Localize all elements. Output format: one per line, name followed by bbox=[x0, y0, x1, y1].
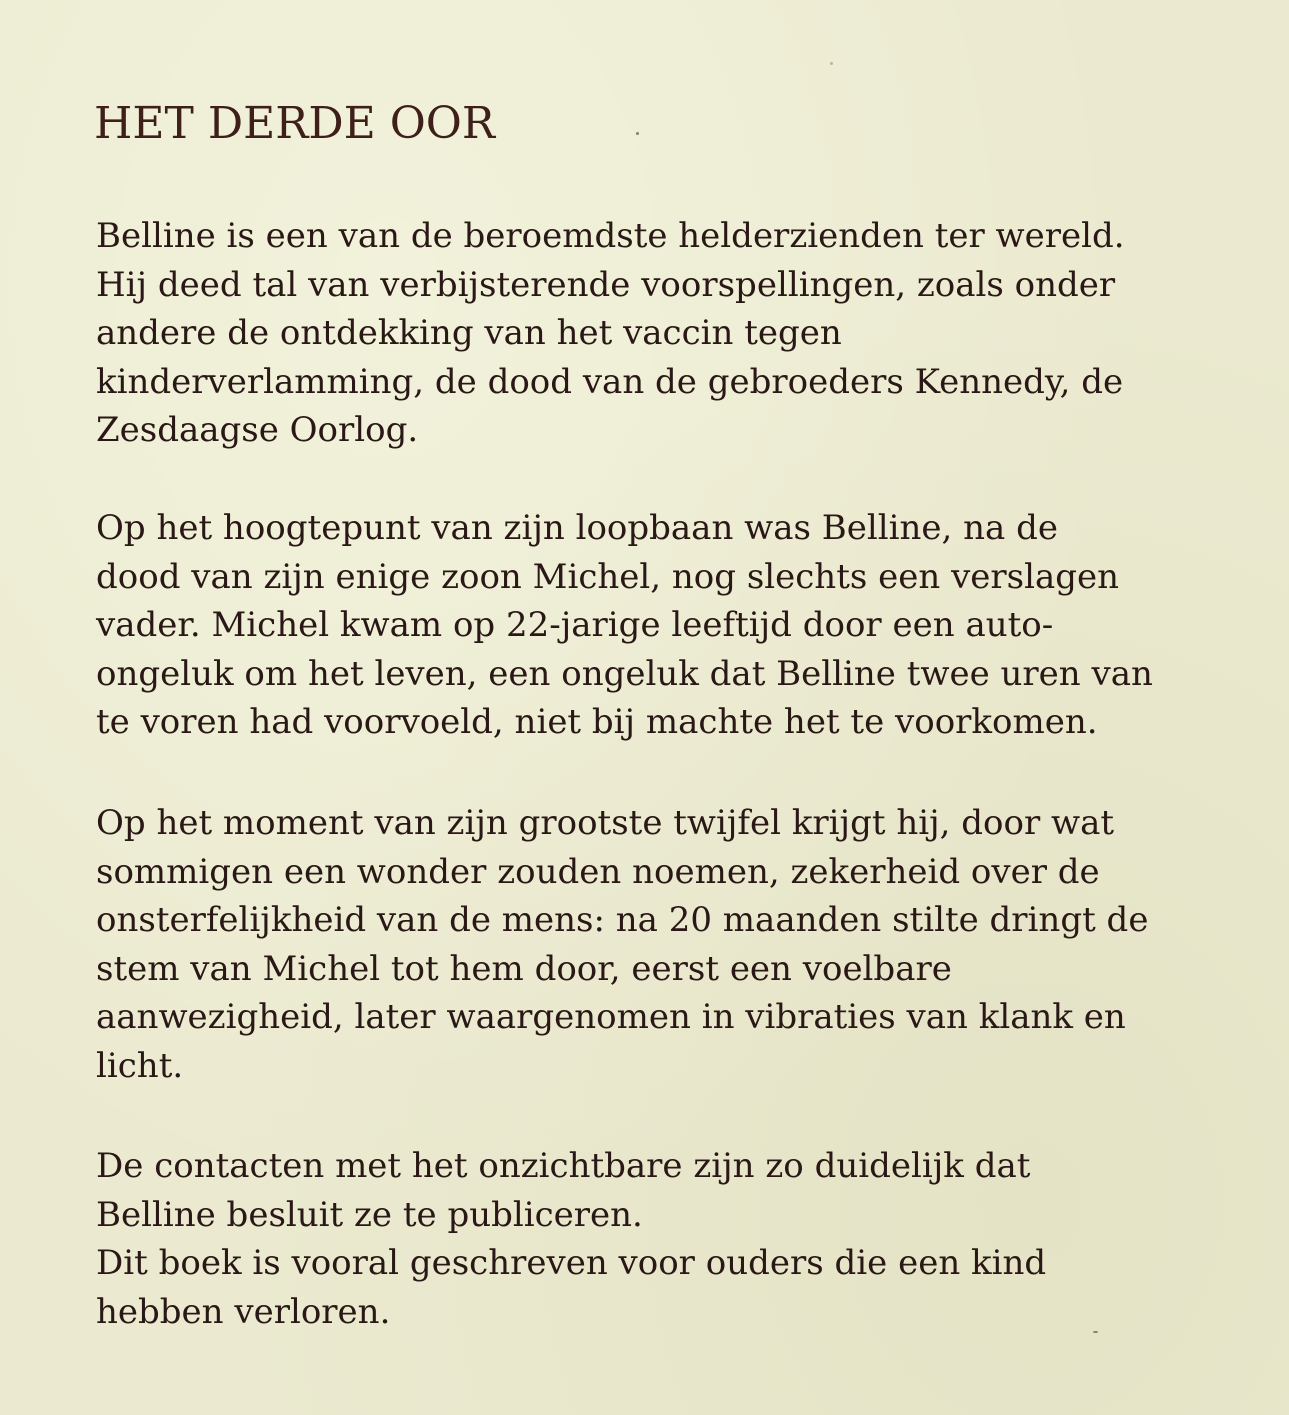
text-line: ongeluk om het leven, een ongeluk dat Belline twee uren van bbox=[96, 653, 1153, 694]
paragraph-4 bbox=[96, 1142, 1246, 1336]
paragraph-1 bbox=[96, 212, 1246, 455]
text-line: stem van Michel tot hem door, eerst een voelbare bbox=[96, 948, 952, 989]
text-line: onsterfelijkheid van de mens: na 20 maanden stilte dringt de bbox=[96, 900, 1149, 941]
text-line: vader. Michel kwam op 22-jarige leeftijd door een auto- bbox=[96, 605, 1054, 646]
paragraph-3 bbox=[96, 799, 1246, 1091]
text-line: Dit boek is vooral geschreven voor ouders die een kind bbox=[96, 1243, 1047, 1284]
text-line: Zesdaagse Oorlog. bbox=[96, 410, 419, 451]
text-line: te voren had voorvoeld, niet bij machte het te voorkomen. bbox=[96, 702, 1098, 743]
paper-speck bbox=[636, 132, 639, 135]
text-line: dood van zijn enige zoon Michel, nog slechts een verslagen bbox=[96, 556, 1120, 597]
text-line: Belline is een van de beroemdste helderzienden ter wereld. bbox=[96, 216, 1125, 256]
text-line: hebben verloren. bbox=[96, 1291, 391, 1332]
text-line: Hij deed tal van verbijsterende voorspellingen, zoals onder bbox=[96, 264, 1116, 305]
paper-speck bbox=[1093, 1331, 1098, 1333]
text-line: kinderverlamming, de dood van de gebroeders Kennedy, de bbox=[96, 361, 1124, 402]
text-line: aanwezigheid, later waargenomen in vibraties van klank en bbox=[96, 997, 1126, 1038]
text-line: Op het moment van zijn grootste twijfel krijgt hij, door wat bbox=[96, 803, 1115, 843]
text-line: De contacten met het onzichtbare zijn zo duidelijk dat bbox=[96, 1146, 1031, 1186]
paragraph-2 bbox=[96, 504, 1246, 747]
page-title: HET DERDE OOR bbox=[94, 98, 496, 149]
text-line: Op het hoogtepunt van zijn loopbaan was Belline, na de bbox=[96, 508, 1059, 548]
text-line: licht. bbox=[96, 1045, 184, 1086]
paper-speck bbox=[830, 62, 833, 65]
text-line: sommigen een wonder zouden noemen, zekerheid over de bbox=[96, 851, 1100, 892]
text-line: andere de ontdekking van het vaccin tegen bbox=[96, 313, 842, 354]
text-line: Belline besluit ze te publiceren. bbox=[96, 1194, 643, 1235]
